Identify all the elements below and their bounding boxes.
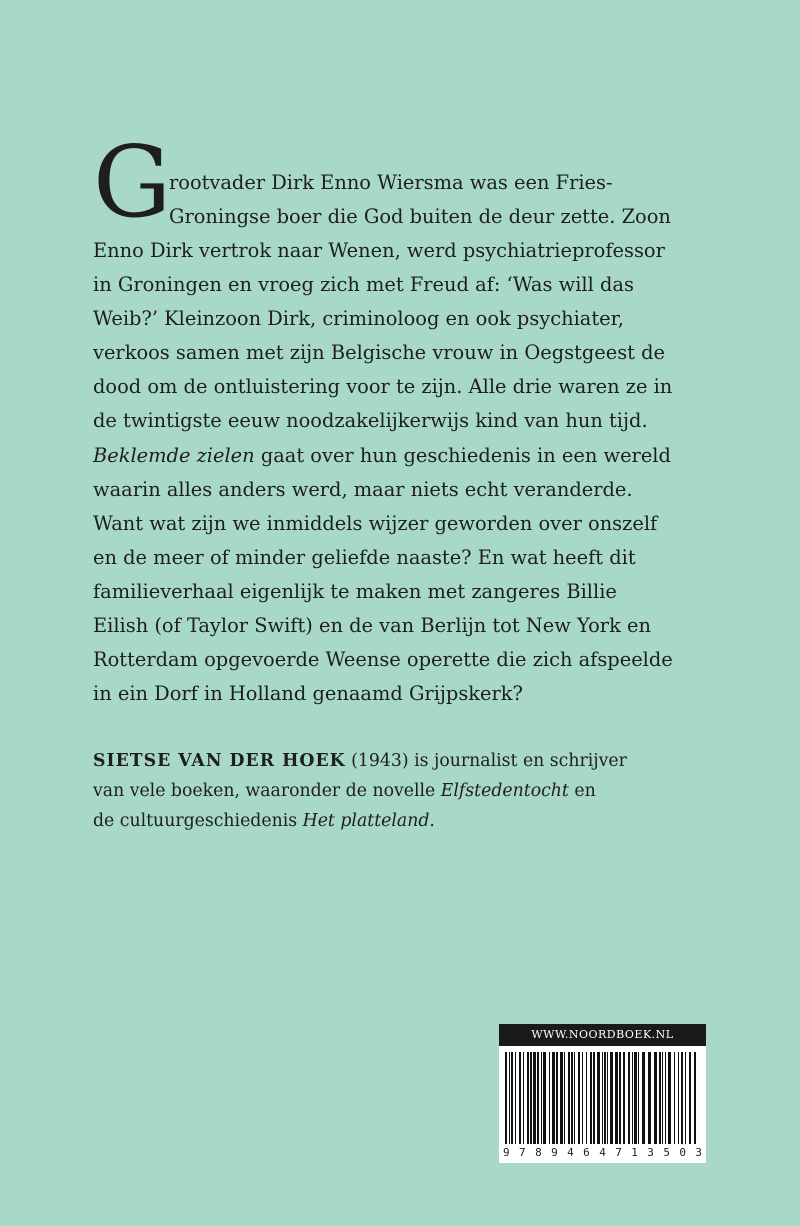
barcode-bar xyxy=(610,1052,613,1144)
barcode-bar xyxy=(505,1052,507,1144)
barcode-bar xyxy=(564,1052,565,1144)
barcode-bar xyxy=(619,1052,621,1144)
isbn-digit: 4 xyxy=(567,1146,574,1159)
bio-fragment: . xyxy=(429,811,435,831)
bio-line xyxy=(93,746,743,776)
barcode-bar xyxy=(678,1052,679,1144)
barcode-bar xyxy=(519,1052,521,1144)
barcode-bar xyxy=(615,1052,618,1144)
barcode-bar xyxy=(694,1052,696,1144)
bio-line xyxy=(93,806,743,836)
barcode-bar xyxy=(628,1052,630,1144)
blurb-line: waarin alles anders werd, maar niets echt veranderde. xyxy=(93,477,633,501)
barcode-bar xyxy=(623,1052,625,1144)
drop-cap: G xyxy=(93,126,172,240)
isbn-digit: 6 xyxy=(583,1146,590,1159)
barcode-bar xyxy=(659,1052,661,1144)
barcode-bar xyxy=(533,1052,536,1144)
barcode-bar xyxy=(537,1052,539,1144)
barcode-bar xyxy=(552,1052,555,1144)
isbn-digit: 7 xyxy=(519,1146,526,1159)
barcode-bar xyxy=(668,1052,671,1144)
author-bio xyxy=(93,746,743,836)
blurb-line: en de meer of minder geliefde naaste? En wat heeft dit xyxy=(93,545,636,569)
blurb-opening xyxy=(93,126,733,240)
barcode-bar xyxy=(662,1052,663,1144)
blurb-line-fragment: gaat over hun geschiedenis in een wereld xyxy=(254,443,671,467)
isbn-digit: 8 xyxy=(535,1146,542,1159)
barcode-bar xyxy=(681,1052,683,1144)
barcode-bar xyxy=(604,1052,606,1144)
barcode-bar xyxy=(632,1052,633,1144)
barcode-bar xyxy=(574,1052,575,1144)
barcode-bar xyxy=(568,1052,570,1144)
barcode-bar xyxy=(593,1052,595,1144)
barcode-bar xyxy=(590,1052,592,1144)
barcode-bar xyxy=(634,1052,637,1144)
bio-fragment: de cultuurgeschiedenis xyxy=(93,811,303,831)
isbn-digit: 7 xyxy=(615,1146,622,1159)
blurb-line: Want wat zijn we inmiddels wijzer geworden over onszelf xyxy=(93,511,658,535)
barcode-bar xyxy=(571,1052,573,1144)
blurb-line: Groningse boer die God buiten de deur zette. Zoon xyxy=(169,205,671,228)
barcode-bar xyxy=(642,1052,645,1144)
barcode-bar xyxy=(509,1052,510,1144)
barcode-bar xyxy=(689,1052,691,1144)
barcode-bar xyxy=(597,1052,600,1144)
barcode-bar xyxy=(556,1052,558,1144)
barcode-bar xyxy=(602,1052,603,1144)
barcode-bar xyxy=(586,1052,587,1144)
blurb-line: dood om de ontluistering voor te zijn. Alle drie waren ze in xyxy=(93,375,673,399)
book-title-italic: Beklemde zielen xyxy=(93,443,255,467)
bio-line xyxy=(93,776,743,806)
barcode-bar xyxy=(549,1052,550,1144)
isbn-barcode xyxy=(499,1024,706,1163)
barcode-bar xyxy=(515,1052,516,1144)
barcode-bar xyxy=(607,1052,608,1144)
barcode-bar xyxy=(523,1052,524,1144)
barcode-bars xyxy=(505,1052,700,1144)
bio-fragment: van vele boeken, waaronder de novelle xyxy=(93,781,441,801)
blurb-line: Weib?’ Kleinzoon Dirk, criminoloog en ook psychiater, xyxy=(93,307,624,331)
barcode-bar xyxy=(578,1052,580,1144)
barcode-bar xyxy=(582,1052,583,1144)
bio-fragment: (1943) is journalist en schrijver xyxy=(345,751,627,771)
barcode-bar xyxy=(685,1052,686,1144)
isbn-number xyxy=(503,1146,702,1159)
history-title: Het platteland xyxy=(302,811,430,831)
author-name: SIETSE VAN DER HOEK xyxy=(93,751,346,771)
blurb-line-with-title xyxy=(93,439,733,473)
bio-fragment: en xyxy=(568,781,596,801)
barcode-bar xyxy=(674,1052,675,1144)
barcode-bar xyxy=(648,1052,651,1144)
isbn-digit: 1 xyxy=(631,1146,638,1159)
barcode-bar xyxy=(560,1052,563,1144)
isbn-digit: 3 xyxy=(647,1146,654,1159)
blurb-line: verkoos samen met zijn Belgische vrouw in Oegstgeest de xyxy=(93,341,666,365)
blurb-line: in ein Dorf in Holland genaamd Grijpskerk? xyxy=(93,682,523,706)
novella-title: Elfstedentocht xyxy=(440,781,569,801)
isbn-digit: 0 xyxy=(679,1146,686,1159)
blurb-line: Rotterdam opgevoerde Weense operette die zich afspeelde xyxy=(93,648,673,672)
blurb-line: Enno Dirk vertrok naar Wenen, werd psychiatrieprofessor xyxy=(93,239,665,262)
blurb-text xyxy=(93,126,733,711)
barcode-bar xyxy=(530,1052,532,1144)
publisher-website: WWW.NOORDBOEK.NL xyxy=(499,1024,706,1046)
barcode-bar xyxy=(511,1052,513,1144)
blurb-line: de twintigste eeuw noodzakelijkerwijs kind van hun tijd. xyxy=(93,409,648,433)
barcode-bar xyxy=(665,1052,666,1144)
barcode-bar xyxy=(654,1052,657,1144)
barcode-bar xyxy=(527,1052,529,1144)
isbn-digit: 9 xyxy=(551,1146,558,1159)
isbn-digit: 9 xyxy=(503,1146,510,1159)
isbn-digit: 3 xyxy=(695,1146,702,1159)
barcode-bar xyxy=(638,1052,639,1144)
barcode-bar xyxy=(543,1052,546,1144)
blurb-line: Eilish (of Taylor Swift) en de van Berlijn tot New York en xyxy=(93,614,651,638)
isbn-digit: 4 xyxy=(599,1146,606,1159)
barcode-bar xyxy=(541,1052,542,1144)
blurb-line: familieverhaal eigenlijk te maken met zangeres Billie xyxy=(93,579,617,603)
blurb-body xyxy=(93,210,733,711)
blurb-line: in Groningen en vroeg zich met Freud af: ‘Was will das xyxy=(93,273,634,297)
blurb-line: rootvader Dirk Enno Wiersma was een Fries- xyxy=(169,171,613,194)
isbn-digit: 5 xyxy=(663,1146,670,1159)
